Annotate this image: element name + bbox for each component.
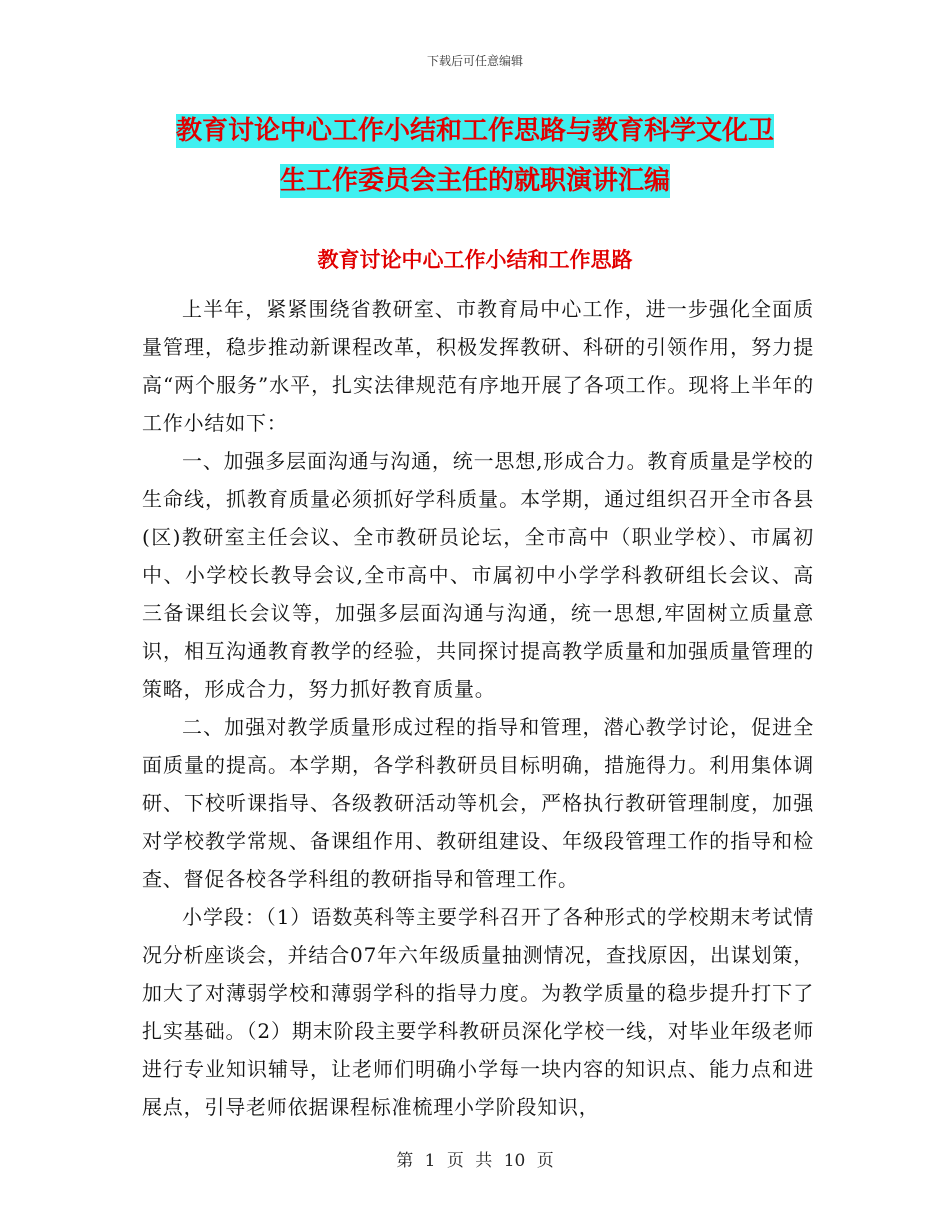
page-footer: 第 1 页 共 10 页 xyxy=(396,1151,554,1171)
document-title-line-1: 教育讨论中心工作小结和工作思路与教育科学文化卫 xyxy=(175,116,774,146)
paragraph-item-2: 二、加强对教学质量形成过程的指导和管理，潜心教学讨论，促进全面质量的提高。本学期，各学科教研员目标明确，措施得力。利用集体调研、下校听课指导、各级教研活动等机会，严格执行教研管理制度，加强对学校教学常规、备课组作用、教研组建设、年级段管理工作的指导和检查、督促各校各学科组的教研指导和管理工作。 xyxy=(142,715,814,891)
section-title: 教育讨论中心工作小结和工作思路 xyxy=(317,248,633,272)
paragraph-item-1: 一、加强多层面沟通与沟通，统一思想,形成合力。教育质量是学校的生命线，抓教育质量必须抓好学科质量。本学期，通过组织召开全市各县(区)教研室主任会议、全市教研员论坛，全市高中（职业学校）、市属初中、小学校长教导会议,全市高中、市属初中小学学科教研组长会议、高三备课组长会议等，加强多层面沟通与沟通，统一思想,牢固树立质量意识，相互沟通教育教学的经验，共同探讨提高教学质量和加强质量管理的策略，形成合力，努力抓好教育质量。 xyxy=(142,449,814,701)
document-title xyxy=(130,106,820,206)
body-text xyxy=(142,290,814,1126)
header-note: 下载后可任意编辑 xyxy=(426,54,523,68)
document-title-line-2: 生工作委员会主任的就职演讲汇编 xyxy=(279,166,670,196)
paragraph-intro: 上半年，紧紧围绕省教研室、市教育局中心工作，进一步强化全面质量管理，稳步推动新课程改革，积极发挥教研、科研的引领作用，努力提高“两个服务”水平，扎实法律规范有序地开展了各项工作。现将上半年的工作小结如下： xyxy=(142,297,814,435)
paragraph-primary-school: 小学段：（1）语数英科等主要学科召开了各种形式的学校期末考试情况分析座谈会，并结合07年六年级质量抽测情况，查找原因，出谋划策，加大了对薄弱学校和薄弱学科的指导力度。为教学质量的稳步提升打下了扎实基础。（2）期末阶段主要学科教研员深化学校一线，对毕业年级老师进行专业知识辅导，让老师们明确小学每一块内容的知识点、能力点和进展点，引导老师依据课程标准梳理小学阶段知识， xyxy=(142,905,814,1119)
